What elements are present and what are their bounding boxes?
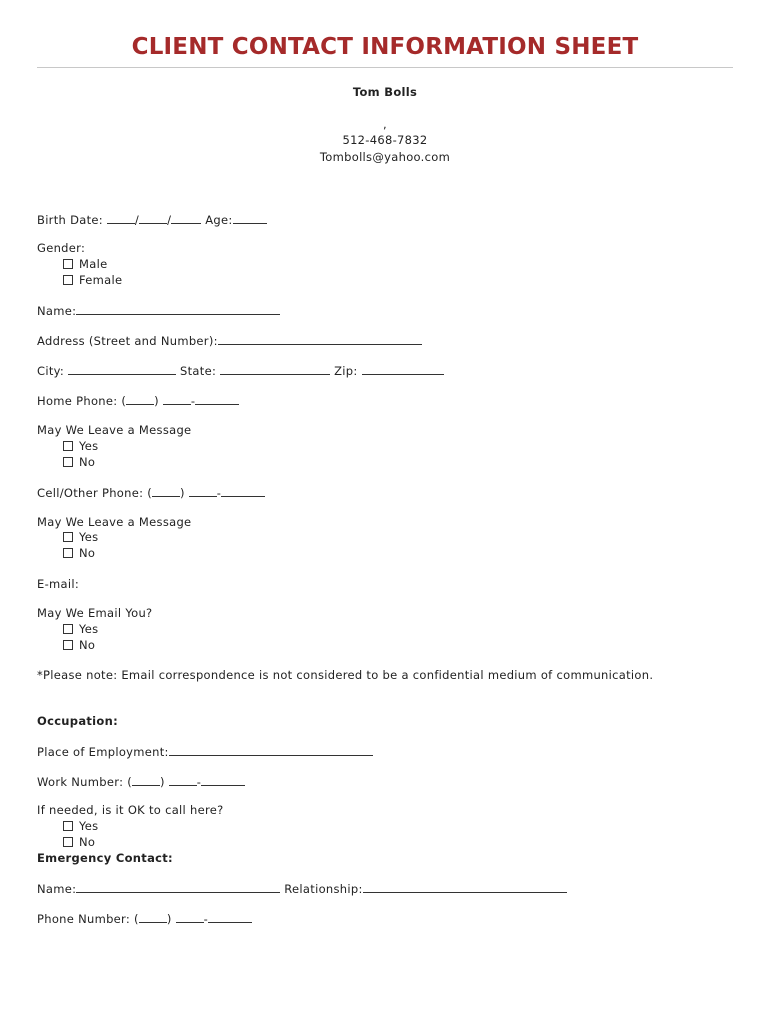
employment-label: Place of Employment: xyxy=(37,745,169,759)
emergency-heading: Emergency Contact: xyxy=(37,851,173,865)
page-title: CLIENT CONTACT INFORMATION SHEET xyxy=(131,34,639,60)
home-prefix-field[interactable] xyxy=(163,393,191,405)
home-phone-row: Home Phone: ( ) - xyxy=(37,393,239,408)
cell-phone-label: Cell/Other Phone: xyxy=(37,486,144,500)
emergency-name-label: Name: xyxy=(37,882,77,896)
emergency-name-row xyxy=(37,881,567,896)
leave-message-option[interactable]: Yes xyxy=(63,439,98,453)
checkbox-icon[interactable] xyxy=(63,837,73,847)
checkbox-icon[interactable] xyxy=(63,441,73,451)
emergency-phone-row: Phone Number: ( ) - xyxy=(37,911,252,926)
home-line-field[interactable] xyxy=(195,393,239,405)
address-label: Address (Street and Number): xyxy=(37,334,218,348)
cell-line-field[interactable] xyxy=(221,485,265,497)
email-label: E-mail: xyxy=(37,577,80,591)
occupation-heading: Occupation: xyxy=(37,714,119,728)
leave-message-option[interactable]: No xyxy=(63,546,95,560)
zip-label: Zip: xyxy=(334,364,358,378)
cell-prefix-field[interactable] xyxy=(189,485,217,497)
emergency-area-code-field[interactable] xyxy=(139,911,167,923)
work-area-code-field[interactable] xyxy=(132,774,160,786)
emergency-prefix-field[interactable] xyxy=(176,911,204,923)
birth-year-field[interactable] xyxy=(171,212,201,224)
ok-to-call-option[interactable]: Yes xyxy=(63,819,98,833)
checkbox-icon[interactable] xyxy=(63,275,73,285)
home-area-code-field[interactable] xyxy=(126,393,154,405)
checkbox-icon[interactable] xyxy=(63,821,73,831)
emergency-phone-label: Phone Number: xyxy=(37,912,131,926)
state-label: State: xyxy=(180,364,217,378)
ok-to-call-label: If needed, is it OK to call here? xyxy=(37,803,224,817)
checkbox-icon[interactable] xyxy=(63,457,73,467)
name-row xyxy=(37,303,280,318)
may-email-label: May We Email You? xyxy=(37,606,153,620)
checkbox-icon[interactable] xyxy=(63,532,73,542)
relationship-field[interactable] xyxy=(363,881,567,893)
checkbox-icon[interactable] xyxy=(63,624,73,634)
checkbox-icon[interactable] xyxy=(63,259,73,269)
birth-date-row: Birth Date: / / Age: xyxy=(37,212,267,227)
cell-phone-row: Cell/Other Phone: ( ) - xyxy=(37,485,265,500)
email-note: *Please note: Email correspondence is not considered to be a confidential medium of communication. xyxy=(37,668,654,682)
gender-option[interactable]: Female xyxy=(63,273,122,287)
city-state-zip-row xyxy=(37,363,444,378)
address-row xyxy=(37,333,422,348)
home-phone-label: Home Phone: xyxy=(37,394,118,408)
cell-area-code-field[interactable] xyxy=(152,485,180,497)
work-prefix-field[interactable] xyxy=(169,774,197,786)
client-name: Tom Bolls xyxy=(352,85,418,99)
client-phone: 512-468-7832 xyxy=(342,133,428,147)
gender-label: Gender: xyxy=(37,241,86,255)
state-field[interactable] xyxy=(220,363,330,375)
checkbox-icon[interactable] xyxy=(63,548,73,558)
client-address: , xyxy=(383,117,387,131)
leave-message-option[interactable]: Yes xyxy=(63,530,98,544)
employment-row xyxy=(37,744,373,759)
client-email: Tombolls@yahoo.com xyxy=(319,150,451,164)
gender-option[interactable]: Male xyxy=(63,257,107,271)
title-divider xyxy=(37,67,733,68)
name-field[interactable] xyxy=(76,303,280,315)
birth-month-field[interactable] xyxy=(107,212,135,224)
checkbox-icon[interactable] xyxy=(63,640,73,650)
age-field[interactable] xyxy=(233,212,267,224)
city-field[interactable] xyxy=(68,363,176,375)
leave-message-option[interactable]: No xyxy=(63,455,95,469)
leave-message-label: May We Leave a Message xyxy=(37,515,192,529)
emergency-name-field[interactable] xyxy=(76,881,280,893)
work-number-label: Work Number: xyxy=(37,775,124,789)
birth-day-field[interactable] xyxy=(139,212,167,224)
work-line-field[interactable] xyxy=(201,774,245,786)
ok-to-call-option[interactable]: No xyxy=(63,835,95,849)
emergency-line-field[interactable] xyxy=(208,911,252,923)
relationship-label: Relationship: xyxy=(284,882,363,896)
age-label: Age: xyxy=(205,213,233,227)
work-number-row: Work Number: ( ) - xyxy=(37,774,245,789)
name-label: Name: xyxy=(37,304,77,318)
employment-field[interactable] xyxy=(169,744,373,756)
city-label: City: xyxy=(37,364,65,378)
birth-date-label: Birth Date: xyxy=(37,213,103,227)
zip-field[interactable] xyxy=(362,363,444,375)
may-email-option[interactable]: No xyxy=(63,638,95,652)
leave-message-label: May We Leave a Message xyxy=(37,423,192,437)
address-field[interactable] xyxy=(218,333,422,345)
may-email-option[interactable]: Yes xyxy=(63,622,98,636)
